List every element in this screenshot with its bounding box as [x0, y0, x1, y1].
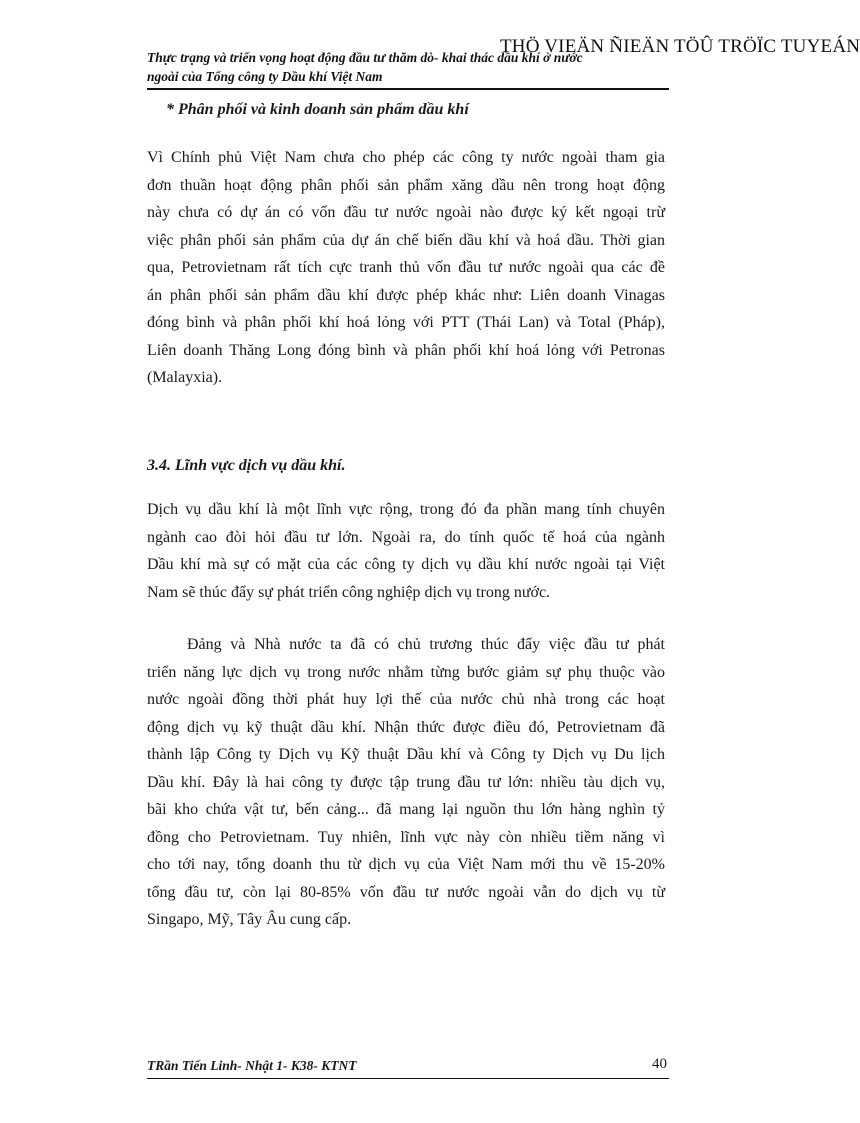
paragraph-line: án phân phối sản phẩm dầu khí được phép khác như: Liên doanh Vinagas [147, 286, 665, 304]
paragraph-line: việc phân phối sản phẩm của dự án chế biến dầu khí và hoá dầu. Thời gian [147, 231, 665, 249]
paragraph-line: này chưa có dự án có vốn đầu tư nước ngoài nào được ký kết ngoại trừ [147, 204, 665, 221]
paragraph-line: (Malayxia). [147, 369, 223, 386]
subheading: * Phân phối và kinh doanh sản phẩm dầu khí [166, 101, 469, 118]
header-line-2: ngoài của Tổng công ty Dầu khí Việt Nam [147, 69, 383, 84]
paragraph-line: động dịch vụ kỹ thuật dầu khí. Nhận thức được điều đó, Petrovietnam đã [147, 718, 665, 736]
footer-author: TRần Tiến Linh- Nhật 1- K38- KTNT [147, 1058, 357, 1073]
paragraph-line: Dầu khí mà sự có mặt của các công ty dịch vụ dầu khí nước ngoài tại Việt [147, 556, 665, 573]
paragraph-line: đóng bình và phân phối khí hoá lỏng với PTT (Thái Lan) và Total (Pháp), [147, 314, 665, 331]
paragraph-line: thành lập Công ty Dịch vụ Kỹ thuật Dầu khí và Công ty Dịch vụ Du lịch [147, 746, 665, 763]
paragraph-line: đơn thuần hoạt động phân phối sản phẩm xăng dầu nên trong hoạt động [147, 176, 665, 194]
paragraph-line: đồng cho Petrovietnam. Tuy nhiên, lĩnh vực này còn nhiều tiềm năng vì [147, 828, 665, 846]
paragraph-line: tổng đầu tư, còn lại 80-85% vốn đầu tư nước ngoài vẫn do dịch vụ từ [147, 883, 665, 901]
section-heading: 3.4. Lĩnh vực dịch vụ dầu khí. [147, 457, 346, 474]
running-header [147, 48, 667, 86]
paragraph-line: nước ngoài đồng thời phát huy lợi thế của nước chủ nhà trong các hoạt [147, 691, 665, 708]
paragraph-line: ngành cao đòi hỏi đầu tư lớn. Ngoài ra, do tính quốc tế hoá của ngành [147, 528, 665, 546]
paragraph-2 [147, 496, 665, 606]
header-divider [147, 88, 669, 90]
watermark-text: THÖ VIEÄN ÑIEÄN TÖÛ TRÖÏC TUYEÁN [500, 36, 860, 57]
page-number: 40 [652, 1056, 667, 1072]
paragraph-line: Đảng và Nhà nước ta đã có chủ trương thúc đẩy việc đầu tư phát [187, 636, 665, 653]
paragraph-line: Liên doanh Thăng Long đóng bình và phân phối khí hoá lỏng với Petronas [147, 341, 665, 359]
paragraph-line: Dịch vụ dầu khí là một lĩnh vực rộng, trong đó đa phần mang tính chuyên [147, 501, 665, 518]
paragraph-line: triển năng lực dịch vụ trong nước nhằm từng bước giảm sự phụ thuộc vào [147, 663, 665, 681]
paragraph-line: Singapo, Mỹ, Tây Âu cung cấp. [147, 911, 352, 928]
paragraph-line: cho tới nay, tổng doanh thu từ dịch vụ của Việt Nam mới thu về 15-20% [147, 856, 665, 873]
paragraph-line: Vì Chính phủ Việt Nam chưa cho phép các công ty nước ngoài tham gia [147, 149, 665, 166]
paragraph-line: Nam sẽ thúc đẩy sự phát triển công nghiệp dịch vụ trong nước. [147, 583, 551, 601]
footer-divider [147, 1078, 669, 1079]
paragraph-1 [147, 144, 665, 392]
paragraph-line: qua, Petrovietnam rất tích cực tranh thủ vốn đầu tư nước ngoài qua các đề [147, 259, 665, 276]
paragraph-line: Dầu khí. Đây là hai công ty được tập trung đầu tư lớn: nhiều tàu dịch vụ, [147, 773, 665, 791]
paragraph-3 [147, 631, 665, 934]
header-line-1: Thực trạng và triển vọng hoạt động đầu tư thăm dò- khai thác dầu khí ở nước [147, 50, 583, 65]
paragraph-line: bãi kho chứa vật tư, bến cảng... đã mang lại nguồn thu lớn hàng nghìn tỷ [147, 801, 665, 818]
